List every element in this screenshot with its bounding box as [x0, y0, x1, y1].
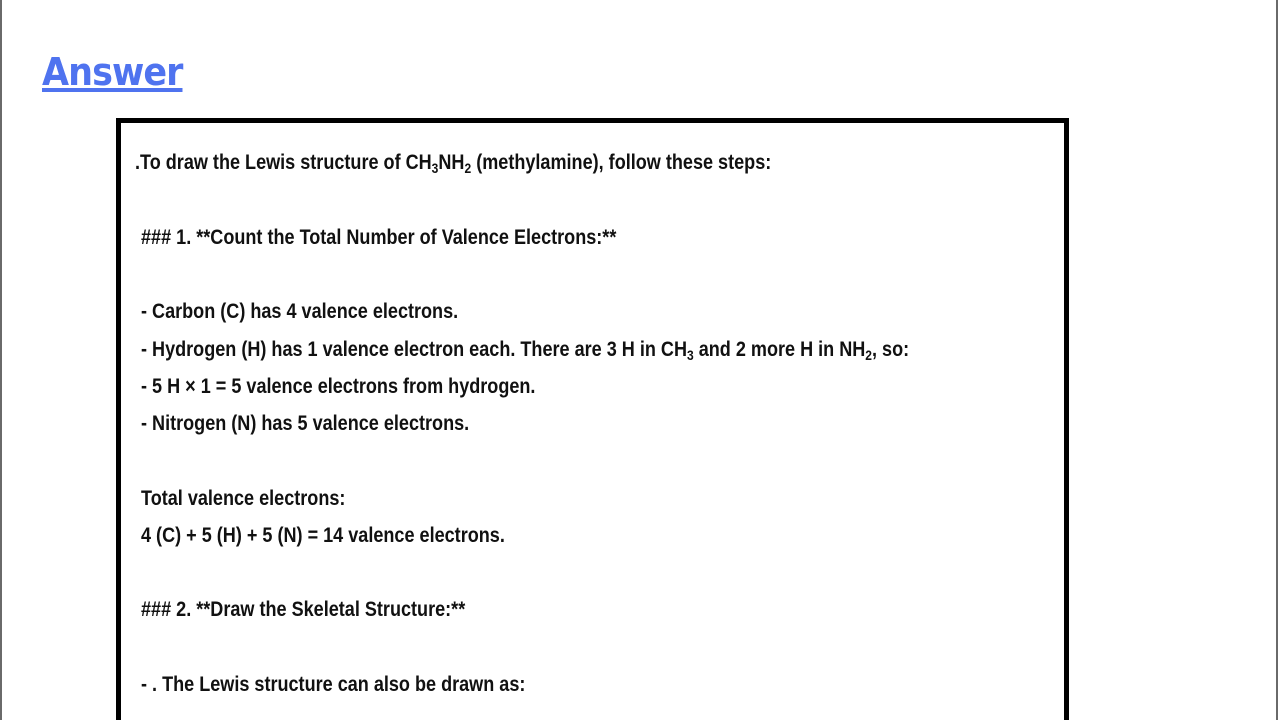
step2-heading: ### 2. **Draw the Skeletal Structure:** [141, 598, 466, 621]
answer-heading: Answer [42, 50, 183, 94]
carbon-line: - Carbon (C) has 4 valence electrons. [141, 300, 459, 323]
step1-heading: ### 1. **Count the Total Number of Valence Electrons:** [141, 226, 617, 249]
total-calc: 4 (C) + 5 (H) + 5 (N) = 14 valence electrons. [141, 524, 505, 547]
total-label: Total valence electrons: [141, 487, 346, 510]
hydrogen-calc-line: - 5 H × 1 = 5 valence electrons from hydrogen. [141, 375, 536, 398]
lewis-alt-line: - . The Lewis structure can also be drawn as: [141, 673, 526, 696]
intro-line: .To draw the Lewis structure of $CH_3NH_2$ (methylamine), follow these steps: [135, 151, 772, 176]
nitrogen-line: - Nitrogen (N) has 5 valence electrons. [141, 412, 470, 435]
hydrogen-line: - Hydrogen (H) has 1 valence electron each. There are 3 H in $CH_3$ and 2 more H in $NH_2$, so: [141, 338, 910, 363]
answer-box [116, 118, 1069, 720]
